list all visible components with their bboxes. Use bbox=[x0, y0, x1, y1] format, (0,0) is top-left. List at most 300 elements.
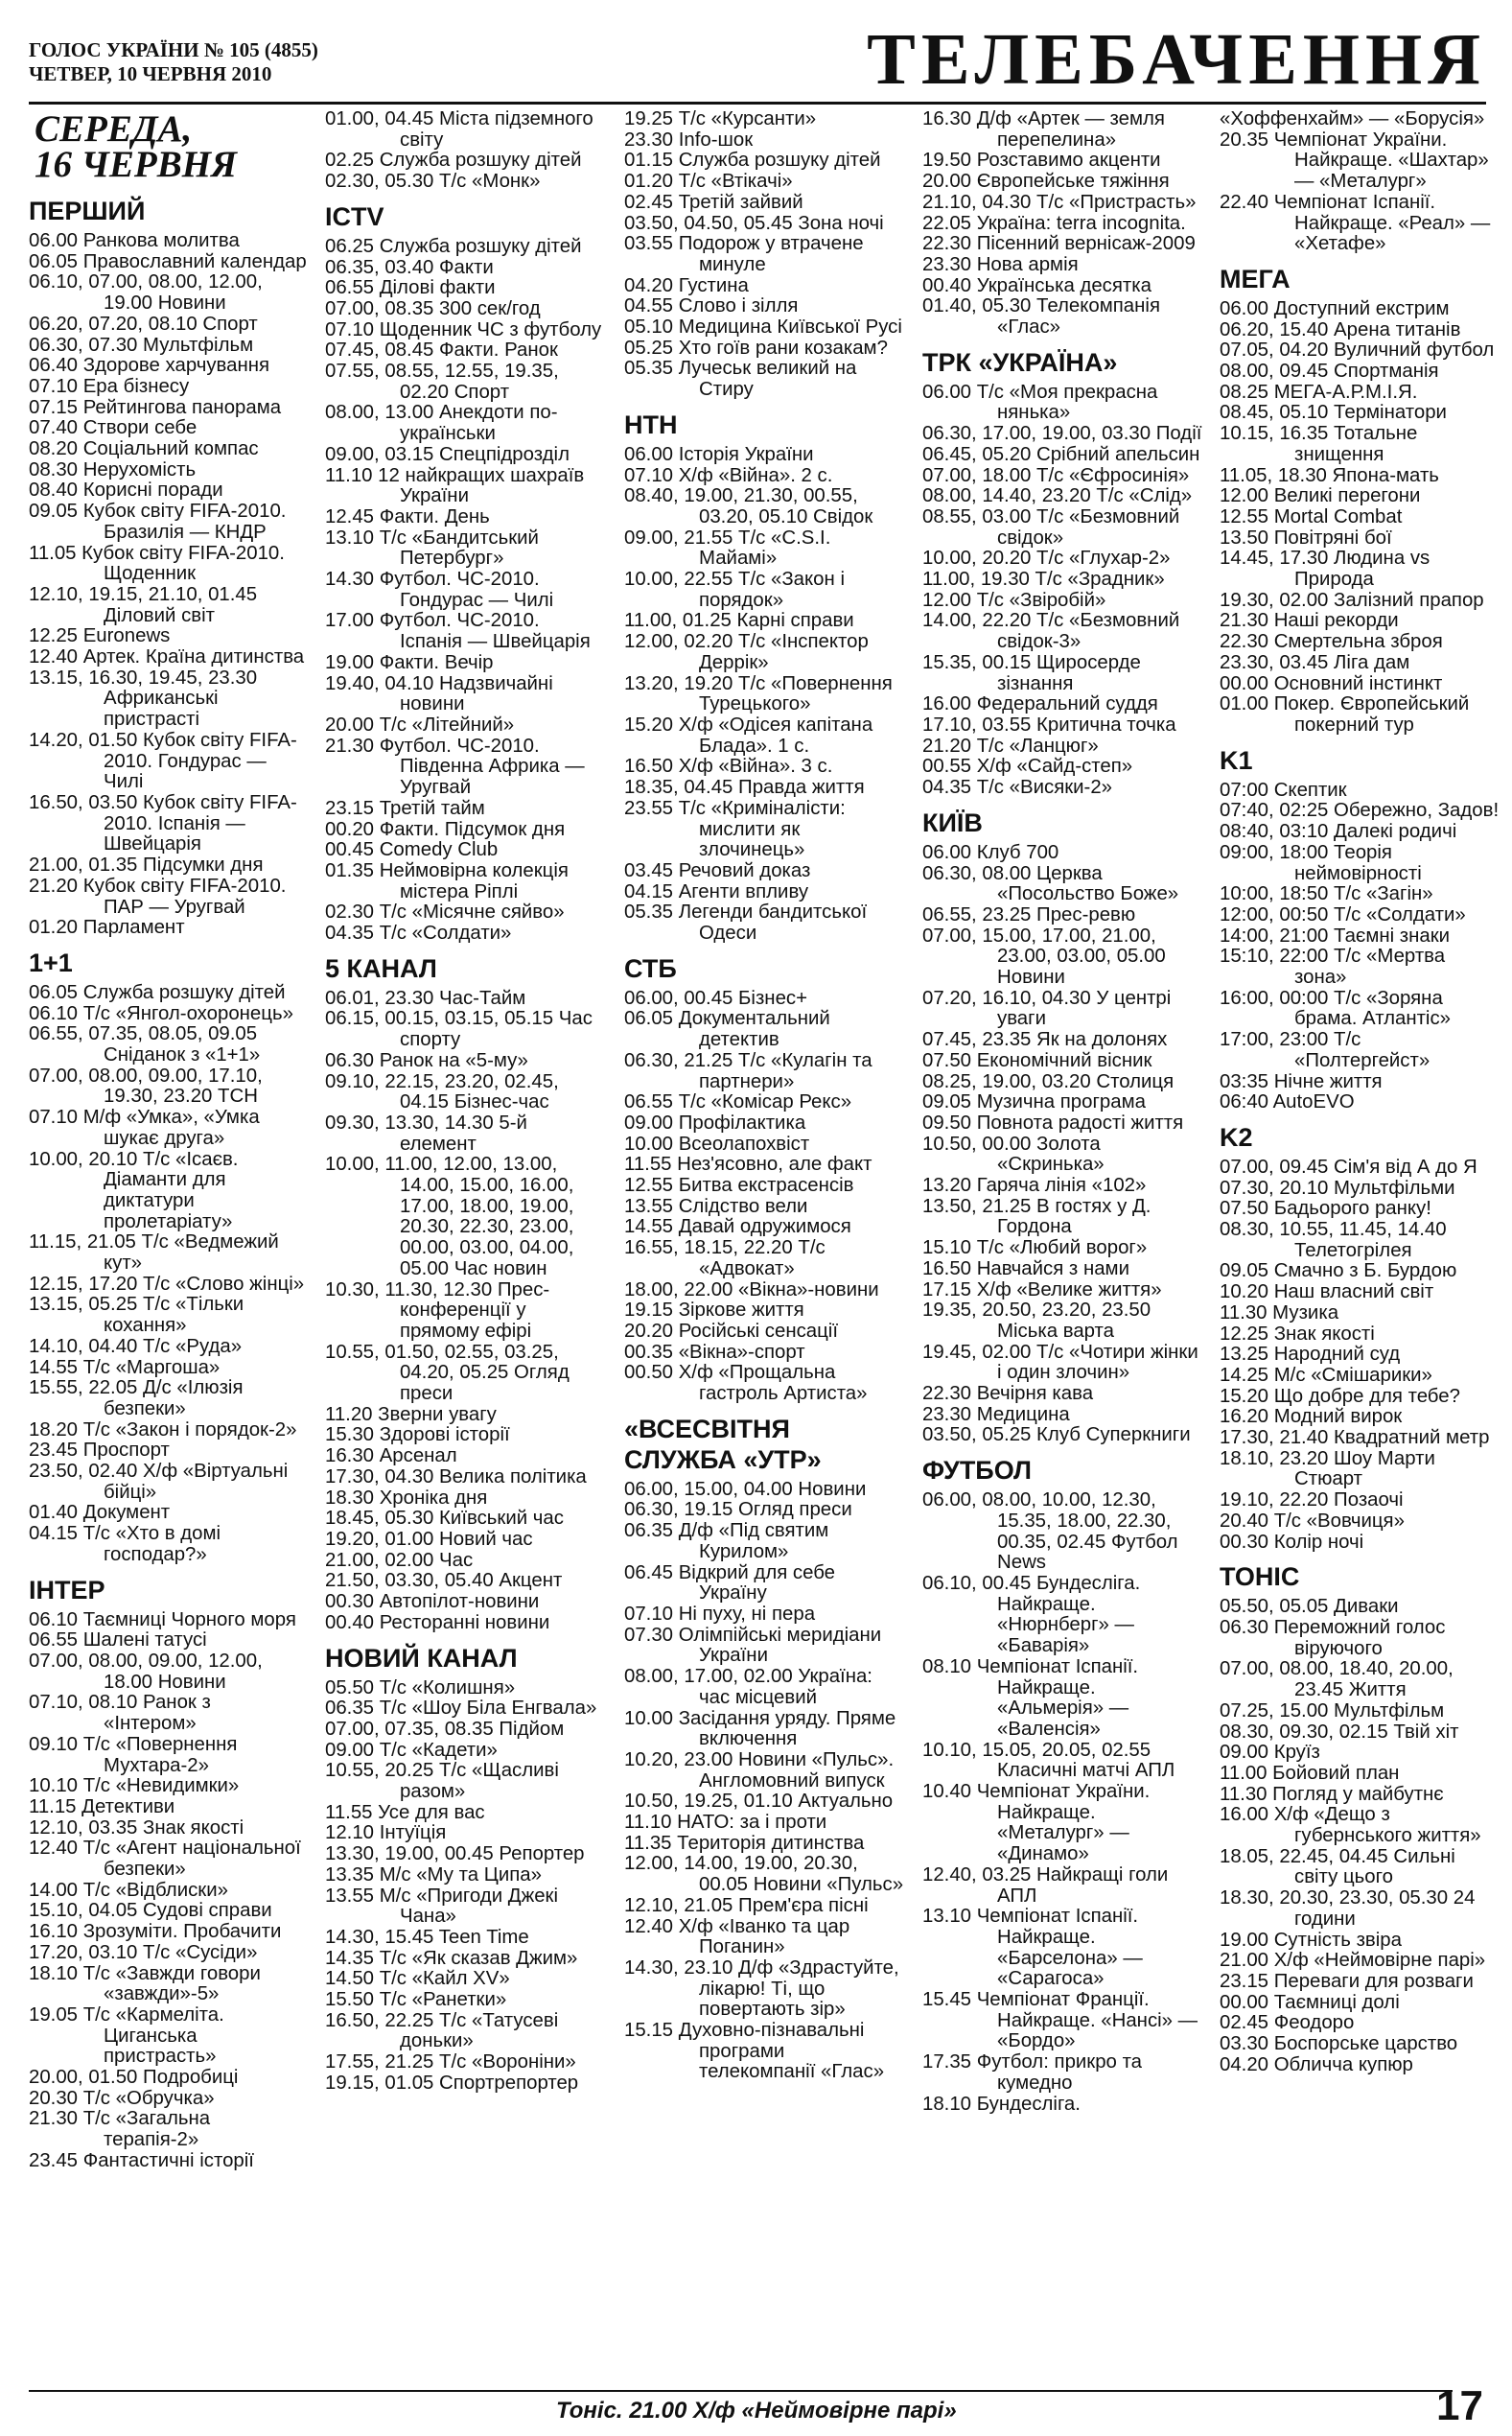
programme-entry: 06.30 Переможний голос віруючого bbox=[1220, 1618, 1446, 1659]
programme-entry: 16.00 Федеральний суддя bbox=[922, 694, 1158, 715]
programme-entry: 19.40, 04.10 Надзвичайні новини bbox=[325, 673, 553, 715]
programme-entry: 06.15, 00.15, 03.15, 05.15 Час спорту bbox=[325, 1009, 593, 1051]
programme-entry: 02.45 Третій зайвий bbox=[624, 192, 803, 213]
programme-entry: 16.20 Модний вирок bbox=[1220, 1407, 1403, 1428]
col-4-body bbox=[1220, 109, 1500, 2075]
channel-heading: НОВИЙ КАНАЛ bbox=[325, 1643, 518, 1673]
programme-entry: 17.00 Футбол. ЧС-2010. Іспанія — Швейцарія bbox=[325, 611, 591, 653]
programme-entry: 02.30, 05.30 Т/с «Монк» bbox=[325, 172, 541, 193]
column-4 bbox=[922, 109, 1202, 2115]
programme-entry: 01.00 Покер. Європейський покерний тур bbox=[1220, 694, 1470, 736]
programme-entry: 09.10 Т/с «Повернення Мухтара-2» bbox=[29, 1734, 238, 1776]
programme-entry: 17.10, 03.55 Критична точка bbox=[922, 714, 1176, 736]
programme-entry: 19.25 Т/с «Курсанти» bbox=[624, 109, 817, 129]
programme-entry: 10.15, 16.35 Тотальне знищення bbox=[1220, 424, 1418, 465]
programme-entry: 06.25 Служба розшуку дітей bbox=[325, 236, 582, 257]
programme-entry: 09.05 Музична програма bbox=[922, 1092, 1146, 1113]
programme-entry: 10.00, 22.55 Т/с «Закон і порядок» bbox=[624, 570, 845, 611]
day-heading bbox=[35, 108, 309, 185]
programme-entry: 11.15 Детективи bbox=[29, 1796, 175, 1817]
programme-entry: 12.10, 19.15, 21.10, 01.45 Діловий світ bbox=[29, 584, 258, 626]
programme-entry: 16.50, 22.25 Т/с «Татусеві доньки» bbox=[325, 2010, 559, 2052]
programme-entry: 17.15 Х/ф «Велике життя» bbox=[922, 1279, 1162, 1300]
programme-entry: 12.40 Артек. Країна дитинства bbox=[29, 647, 305, 668]
programme-entry: 16.30 Д/ф «Артек — земля перепелина» bbox=[922, 109, 1165, 151]
programme-entry: 07.10 М/ф «Умка», «Умка шукає друга» bbox=[29, 1108, 260, 1149]
programme-entry: 11.10 НАТО: за і проти bbox=[624, 1813, 827, 1834]
programme-entry: 13.20, 19.20 Т/с «Повернення Турецького» bbox=[624, 673, 893, 715]
programme-entry: 12.10, 21.05 Прем'єра пісні bbox=[624, 1895, 869, 1916]
programme-entry: 14:00, 21:00 Таємні знаки bbox=[1220, 925, 1451, 947]
programme-entry: 21.20 Т/с «Ланцюг» bbox=[922, 736, 1099, 757]
top-divider bbox=[29, 102, 1486, 105]
programme-entry: 08.30, 09.30, 02.15 Твій хіт bbox=[1220, 1722, 1459, 1743]
programme-entry: 11.30 Музика bbox=[1220, 1302, 1339, 1323]
programme-entry: 12.40, 03.25 Найкращі голи АПЛ bbox=[922, 1864, 1169, 1907]
programme-entry: 23.30 Нова армія bbox=[922, 254, 1079, 275]
footer-highlight: Тоніс. 21.00 Х/ф «Неймовірне парі» bbox=[556, 2398, 957, 2424]
programme-entry: 20.20 Російські сенсації bbox=[624, 1321, 838, 1342]
programme-entry: 14.20, 01.50 Кубок світу FIFA-2010. Гондурас — Чилі bbox=[29, 730, 297, 793]
programme-entry: 13.50 Повітряні бої bbox=[1220, 527, 1392, 549]
programme-entry: 12.00 Т/с «Звіробій» bbox=[922, 590, 1106, 611]
programme-entry: 20.00, 01.50 Подробиці bbox=[29, 2068, 239, 2089]
programme-entry: 05.35 Легенди бандитської Одеси bbox=[624, 902, 868, 945]
channel-heading: МЕГА bbox=[1220, 264, 1291, 293]
issue-info bbox=[29, 38, 318, 86]
programme-entry: 20.00 Європейське тяжіння bbox=[922, 172, 1170, 193]
programme-entry: 00.35 «Вікна»-спорт bbox=[624, 1342, 805, 1363]
programme-entry: 00.00 Таємниці долі bbox=[1220, 1992, 1400, 2013]
programme-entry: 10.20, 23.00 Новини «Пульс». Англомовний випуск bbox=[624, 1749, 895, 1792]
programme-entry: 10.10 Т/с «Невидимки» bbox=[29, 1776, 240, 1797]
channel-heading: 1+1 bbox=[29, 948, 73, 977]
programme-entry: 13.10 Чемпіонат Іспанії. Найкраще. «Барселона» — «Сарагоса» bbox=[922, 1907, 1143, 1990]
programme-entry: 00.30 Автопілот-новини bbox=[325, 1592, 540, 1613]
programme-entry: 16.50 Х/ф «Війна». 3 с. bbox=[624, 757, 833, 778]
programme-entry: 10.00, 20.10 Т/с «Ісаєв. Діаманти для диктатури пролетаріату» bbox=[29, 1149, 239, 1232]
programme-entry: 15.20 Х/ф «Одісея капітана Блада». 1 с. bbox=[624, 714, 873, 757]
programme-entry: 15.35, 00.15 Щиросерде зізнання bbox=[922, 652, 1141, 694]
programme-entry: 18.20 Т/с «Закон і порядок-2» bbox=[29, 1419, 297, 1441]
programme-entry: 08.55, 03.00 Т/с «Безмовний свідок» bbox=[922, 506, 1180, 549]
programme-entry: 09.00 Профілактика bbox=[624, 1113, 806, 1134]
programme-entry: 05.10 Медицина Київської Русі bbox=[624, 317, 902, 339]
programme-entry: 06.05 Православний календар bbox=[29, 251, 307, 272]
programme-entry: 06.35 Д/ф «Під святим Курилом» bbox=[624, 1521, 829, 1562]
column-1 bbox=[29, 109, 309, 2172]
programme-entry: 12.15, 17.20 Т/с «Слово жінці» bbox=[29, 1274, 305, 1295]
programme-entry: 19.30, 02.00 Залізний прапор bbox=[1220, 590, 1484, 611]
programme-entry: 10.00 Всеолапохвіст bbox=[624, 1134, 810, 1155]
programme-entry: 23.30 Медицина bbox=[922, 1404, 1070, 1425]
programme-entry: 23.15 Третій тайм bbox=[325, 798, 485, 819]
programme-entry: 06.30, 19.15 Огляд преси bbox=[624, 1500, 852, 1521]
programme-entry: 12.00 Великі перегони bbox=[1220, 486, 1421, 507]
programme-entry: 17.35 Футбол: прикро та кумедно bbox=[922, 2052, 1143, 2094]
programme-entry: 23.45 Фантастичні історії bbox=[29, 2150, 254, 2171]
programme-entry: 08.25, 19.00, 03.20 Столиця bbox=[922, 1071, 1175, 1092]
programme-entry: 03.30 Боспорське царство bbox=[1220, 2034, 1458, 2055]
programme-entry: 12.25 Euronews bbox=[29, 626, 171, 647]
programme-entry: 19.10, 22.20 Позаочі bbox=[1220, 1490, 1404, 1511]
programme-entry: 05.50, 05.05 Диваки bbox=[1220, 1597, 1399, 1618]
programme-entry: 00.45 Comedy Club bbox=[325, 840, 499, 861]
programme-entry: 14.55 Т/с «Маргоша» bbox=[29, 1357, 221, 1378]
programme-entry: 06.20, 07.20, 08.10 Спорт bbox=[29, 314, 258, 335]
programme-entry: 07.10, 08.10 Ранок з «Інтером» bbox=[29, 1693, 211, 1735]
programme-entry: 13.10 Т/с «Бандитський Петербург» bbox=[325, 527, 539, 570]
programme-entry: 18.10, 23.20 Шоу Марти Стюарт bbox=[1220, 1448, 1435, 1490]
programme-entry: 07.00, 08.00, 09.00, 17.10, 19.30, 23.20 ТСН bbox=[29, 1066, 263, 1108]
programme-entry: 01.00, 04.45 Міста підземного світу bbox=[325, 109, 593, 151]
programme-entry: 08.25 МЕГА-А.Р.М.І.Я. bbox=[1220, 382, 1418, 403]
programme-entry: 15:10, 22:00 Т/с «Мертва зона» bbox=[1220, 947, 1446, 989]
programme-entry: 06.35 Т/с «Шоу Біла Енгвала» bbox=[325, 1698, 597, 1720]
programme-entry: 04.20 Обличча купюр bbox=[1220, 2054, 1413, 2075]
programme-entry: 06.10, 00.45 Бундесліга. Найкраще. «Нюрнберг» — «Баварія» bbox=[922, 1574, 1141, 1657]
programme-entry: 03.55 Подорож у втрачене минуле bbox=[624, 234, 864, 275]
programme-entry: 10.20 Наш власний світ bbox=[1220, 1282, 1434, 1303]
programme-entry: 08.00, 17.00, 02.00 Україна: час місцевий bbox=[624, 1667, 872, 1708]
programme-entry: 21.00, 02.00 Час bbox=[325, 1550, 474, 1571]
programme-entry: 15.20 Що добре для тебе? bbox=[1220, 1386, 1460, 1407]
programme-entry: 23.30, 03.45 Ліга дам bbox=[1220, 652, 1410, 673]
column-2 bbox=[325, 109, 605, 2095]
programme-entry: 19.00 Сутність звіра bbox=[1220, 1930, 1402, 1951]
programme-entry: 07.00, 07.35, 08.35 Підйом bbox=[325, 1719, 565, 1740]
programme-entry: 16.00 Х/ф «Дещо з губернського життя» bbox=[1220, 1805, 1481, 1847]
programme-entry: 10.00, 11.00, 12.00, 13.00, 14.00, 15.00, 16.00, 17.00, 18.00, 19.00, 20.30, 22.30, 23.00, 00.00, 03.00, 04.00, 05.00 Час новин bbox=[325, 1155, 574, 1279]
programme-entry: 23.15 Переваги для розваги bbox=[1220, 1971, 1474, 1992]
programme-entry: 06.35, 03.40 Факти bbox=[325, 257, 494, 278]
day-heading-line1: СЕРЕДА, bbox=[35, 108, 193, 150]
programme-entry: 09.00, 03.15 Спецпідрозділ bbox=[325, 444, 570, 465]
programme-entry: 14.30 Футбол. ЧС-2010. Гондурас — Чилі bbox=[325, 570, 554, 611]
programme-entry: 19.20, 01.00 Новий час bbox=[325, 1530, 533, 1550]
programme-entry: 11.00, 01.25 Карні справи bbox=[624, 611, 854, 632]
programme-entry: 00.30 Колір ночі bbox=[1220, 1532, 1364, 1553]
programme-entry: 06.05 Документальний детектив bbox=[624, 1009, 830, 1051]
programme-entry: 18.30 Хроніка дня bbox=[325, 1487, 488, 1509]
programme-entry: 15.15 Духовно-пізнавальні програми телекомпанії «Глас» bbox=[624, 2021, 885, 2083]
programme-entry: 13.20 Гаряча лінія «102» bbox=[922, 1176, 1147, 1197]
programme-entry: 04.35 Т/с «Висяки-2» bbox=[922, 778, 1113, 799]
programme-entry: 11.30 Погляд у майбутнє bbox=[1220, 1784, 1444, 1805]
programme-entry: 08.00, 14.40, 23.20 Т/с «Слід» bbox=[922, 486, 1193, 507]
programme-entry: 10.30, 11.30, 12.30 Прес-конференції у прямому ефірі bbox=[325, 1279, 550, 1342]
programme-entry: 06.10 Т/с «Янгол-охоронець» bbox=[29, 1003, 293, 1024]
programme-entry: 20.30 Т/с «Обручка» bbox=[29, 2088, 215, 2109]
programme-entry: 11.35 Територія дитинства bbox=[624, 1833, 865, 1854]
programme-entry: 03.50, 04.50, 05.45 Зона ночі bbox=[624, 213, 884, 234]
programme-entry: 09.05 Смачно з Б. Бурдою bbox=[1220, 1261, 1457, 1282]
programme-entry: 04.35 Т/с «Солдати» bbox=[325, 924, 512, 945]
programme-entry: 13.50, 21.25 В гостях у Д. Гордона bbox=[922, 1196, 1151, 1238]
programme-entry: 16.55, 18.15, 22.20 Т/с «Адвокат» bbox=[624, 1238, 826, 1279]
programme-entry: 14.45, 17.30 Людина vs Природа bbox=[1220, 549, 1431, 591]
programme-entry: 13.35 М/с «Му та Ципа» bbox=[325, 1864, 542, 1886]
programme-entry: 17.30, 21.40 Квадратний метр bbox=[1220, 1428, 1490, 1449]
programme-entry: 08.00, 09.45 Спортманія bbox=[1220, 362, 1439, 383]
day-heading-line2: 16 ЧЕРВНЯ bbox=[35, 144, 237, 185]
programme-entry: 08.10 Чемпіонат Іспанії. Найкраще. «Альмерія» — «Валенсія» bbox=[922, 1656, 1139, 1740]
programme-entry: 07:40, 02:25 Обережно, Задов! bbox=[1220, 801, 1500, 822]
programme-entry: 09.00 Круїз bbox=[1220, 1743, 1320, 1764]
programme-entry: 07.30, 20.10 Мультфільми bbox=[1220, 1178, 1455, 1199]
programme-entry: 06.45, 05.20 Срібний апельсин bbox=[922, 444, 1200, 465]
programme-entry: 22.30 Пісенний вернісаж-2009 bbox=[922, 234, 1196, 255]
programme-entry: 18.10 Бундесліга. bbox=[922, 2094, 1081, 2115]
programme-entry: 18.00, 22.00 «Вікна»-новини bbox=[624, 1279, 879, 1300]
programme-entry: 14.10, 04.40 Т/с «Руда» bbox=[29, 1336, 243, 1357]
programme-entry: 06.00 Доступний екстрим bbox=[1220, 298, 1450, 319]
programme-entry: 07.40 Створи себе bbox=[29, 418, 198, 439]
programme-entry: 11.15, 21.05 Т/с «Ведмежий кут» bbox=[29, 1232, 279, 1275]
programme-entry: 05.25 Хто гоїв рани козакам? bbox=[624, 338, 888, 359]
programme-entry: 21.50, 03.30, 05.40 Акцент bbox=[325, 1571, 563, 1592]
channel-heading: 5 КАНАЛ bbox=[325, 953, 437, 983]
channel-heading: ФУТБОЛ bbox=[922, 1456, 1032, 1486]
programme-entry: 21.20 Кубок світу FIFA-2010. ПАР — Уругвай bbox=[29, 876, 287, 918]
programme-entry: 13.25 Народний суд bbox=[1220, 1345, 1401, 1366]
channel-heading: K2 bbox=[1220, 1122, 1253, 1152]
programme-entry: 00.55 Х/ф «Сайд-степ» bbox=[922, 757, 1133, 778]
programme-entry: 19.50 Розставимо акценти bbox=[922, 151, 1161, 172]
programme-entry: 19.15, 01.05 Спортрепортер bbox=[325, 2073, 579, 2094]
masthead bbox=[29, 19, 1486, 104]
programme-entry: 14.30, 15.45 Teen Time bbox=[325, 1927, 529, 1948]
programme-entry: 07.50 Економічний вісник bbox=[922, 1050, 1152, 1071]
programme-entry: 16:00, 00:00 Т/с «Зоряна брама. Атлантіс» bbox=[1220, 988, 1451, 1030]
programme-entry: 13.55 М/с «Пригоди Джекі Чана» bbox=[325, 1886, 559, 1928]
programme-entry: 21.00 Х/ф «Неймовірне парі» bbox=[1220, 1951, 1486, 1972]
programme-entry: 07:00 Скептик bbox=[1220, 780, 1347, 801]
programme-entry: 16.10 Зрозуміти. Пробачити bbox=[29, 1922, 282, 1943]
programme-entry: 23.50, 02.40 Х/ф «Віртуальні бійці» bbox=[29, 1462, 289, 1503]
programme-entry: 08.40, 19.00, 21.30, 00.55, 03.20, 05.10 Свідок bbox=[624, 486, 873, 527]
programme-entry: 10:00, 18:50 Т/с «Загін» bbox=[1220, 884, 1433, 905]
programme-entry: 06.00, 00.45 Бізнес+ bbox=[624, 988, 808, 1009]
programme-entry: 06:40 AutoEVO bbox=[1220, 1092, 1355, 1113]
programme-entry: 12.10 Інтуїція bbox=[325, 1823, 447, 1844]
programme-entry: 23.30 Info-шок bbox=[624, 129, 754, 151]
programme-entry: 15.30 Здорові історії bbox=[325, 1425, 510, 1446]
programme-entry: 07.10 Х/ф «Війна». 2 с. bbox=[624, 465, 833, 486]
programme-entry: 08:40, 03:10 Далекі родичі bbox=[1220, 822, 1457, 843]
col-3-body bbox=[922, 109, 1202, 2115]
programme-entry: 02.45 Феодоро bbox=[1220, 2013, 1355, 2034]
programme-entry: 17.30, 04.30 Велика політика bbox=[325, 1466, 587, 1487]
programme-entry: 09.00 Т/с «Кадети» bbox=[325, 1740, 498, 1761]
channel-heading: СТБ bbox=[624, 953, 677, 983]
programme-entry: 06.00, 08.00, 10.00, 12.30, 15.35, 18.00, 22.30, 00.35, 02.45 Футбол News bbox=[922, 1490, 1178, 1574]
programme-entry: 10.55, 01.50, 02.55, 03.25, 04.20, 05.25 Огляд преси bbox=[325, 1342, 570, 1405]
section-title: ТЕЛЕБАЧЕННЯ bbox=[867, 19, 1486, 100]
programme-entry: 06.00 Т/с «Моя прекрасна нянька» bbox=[922, 382, 1158, 424]
programme-entry: 10.55, 20.25 Т/с «Щасливі разом» bbox=[325, 1761, 559, 1803]
programme-entry: 15.50 Т/с «Ранетки» bbox=[325, 1990, 507, 2011]
programme-entry: 14.50 Т/с «Кайл XV» bbox=[325, 1969, 510, 1990]
programme-entry: 10.00 Засідання уряду. Пряме включення bbox=[624, 1708, 896, 1750]
programme-entry: 13.15, 16.30, 19.45, 23.30 Африканські пристрасті bbox=[29, 668, 258, 731]
programme-entry: 10.50, 19.25, 01.10 Актуально bbox=[624, 1792, 894, 1813]
programme-entry: 01.20 Парламент bbox=[29, 918, 185, 939]
programme-entry: 14.25 М/с «Смішарики» bbox=[1220, 1365, 1432, 1386]
programme-entry: 22.30 Смертельна зброя bbox=[1220, 632, 1443, 653]
programme-entry: 04.15 Т/с «Хто в домі господар?» bbox=[29, 1524, 221, 1565]
programme-entry: 06.55 Ділові факти bbox=[325, 278, 496, 299]
programme-entry: 06.10 Таємниці Чорного моря bbox=[29, 1609, 296, 1630]
programme-entry: 19.05 Т/с «Кармеліта. Циганська пристрасть» bbox=[29, 2004, 224, 2068]
channel-heading: ПЕРШИЙ bbox=[29, 197, 146, 225]
programme-entry: 23.55 Т/с «Криміналісти: мислити як злочинець» bbox=[624, 798, 846, 861]
programme-entry: 15.55, 22.05 Д/с «Ілюзія безпеки» bbox=[29, 1378, 244, 1419]
programme-entry: 10.40 Чемпіонат України. Найкраще. «Металург» — «Динамо» bbox=[922, 1782, 1151, 1865]
programme-entry: 10.10, 15.05, 20.05, 02.55 Класичні матчі АПЛ bbox=[922, 1740, 1175, 1782]
programme-entry: 18.05, 22.45, 04.45 Сильні світу цього bbox=[1220, 1846, 1455, 1888]
programme-entry: 06.55 Т/с «Комісар Рекс» bbox=[624, 1092, 852, 1113]
programme-entry: 12.00, 14.00, 19.00, 20.30, 00.05 Новини «Пульс» bbox=[624, 1854, 904, 1896]
programme-entry: 02.25 Служба розшуку дітей bbox=[325, 151, 582, 172]
programme-entry: 16.50, 03.50 Кубок світу FIFA-2010. Іспанія — Швейцарія bbox=[29, 792, 297, 855]
programme-entry: 12.45 Факти. День bbox=[325, 506, 490, 527]
programme-entry: 12.25 Знак якості bbox=[1220, 1323, 1375, 1345]
programme-entry: 11.05 Кубок світу FIFA-2010. Щоденник bbox=[29, 543, 285, 585]
programme-entry: 11.20 Зверни увагу bbox=[325, 1404, 497, 1425]
column-3 bbox=[624, 109, 904, 2083]
programme-entry: 00.00 Основний інстинкт bbox=[1220, 673, 1443, 694]
programme-entry: 11.55 Усе для вас bbox=[325, 1802, 485, 1823]
programme-entry: 12.55 Битва екстрасенсів bbox=[624, 1176, 854, 1197]
programme-entry: 14.35 Т/с «Як сказав Джим» bbox=[325, 1948, 578, 1969]
programme-entry: 23.45 Проспорт bbox=[29, 1441, 170, 1462]
programme-entry: 07.30 Олімпійські меридіани України bbox=[624, 1625, 882, 1667]
programme-entry: 18.45, 05.30 Київський час bbox=[325, 1509, 564, 1530]
programme-entry: 22.40 Чемпіонат Іспанії. Найкраще. «Реал» — «Хетафе» bbox=[1220, 192, 1491, 255]
programme-entry: 18.35, 04.45 Правда життя bbox=[624, 778, 865, 799]
programme-entry: 06.10, 07.00, 08.00, 12.00, 19.00 Новини bbox=[29, 272, 263, 315]
programme-entry: 15.10 Т/с «Любий ворог» bbox=[922, 1238, 1148, 1259]
programme-entry: 07.00, 15.00, 17.00, 21.00, 23.00, 03.00, 05.00 Новини bbox=[922, 925, 1166, 989]
programme-entry: 09:00, 18:00 Теорія неймовірності bbox=[1220, 842, 1422, 884]
programme-entry: 05.50 Т/с «Колишня» bbox=[325, 1677, 516, 1698]
programme-entry: 06.30, 17.00, 19.00, 03.30 Події bbox=[922, 424, 1202, 445]
programme-entry: 07.05, 04.20 Вуличний футбол bbox=[1220, 340, 1495, 362]
programme-entry: 07.00, 08.00, 09.00, 12.00, 18.00 Новини bbox=[29, 1651, 263, 1693]
programme-entry: 20.40 Т/с «Вовчиця» bbox=[1220, 1511, 1405, 1532]
programme-entry: 09.30, 13.30, 14.30 5-й елемент bbox=[325, 1113, 527, 1155]
programme-entry: 07.45, 08.45 Факти. Ранок bbox=[325, 340, 558, 362]
programme-entry: 14.00, 22.20 Т/с «Безмовний свідок-3» bbox=[922, 611, 1180, 653]
programme-entry: 05.35 Лучеськ великий на Стиру bbox=[624, 359, 857, 401]
programme-entry: 07.00, 08.00, 18.40, 20.00, 23.45 Життя bbox=[1220, 1659, 1454, 1701]
programme-entry: 13.30, 19.00, 00.45 Репортер bbox=[325, 1844, 585, 1865]
programme-entry: 18.30, 20.30, 23.30, 05.30 24 години bbox=[1220, 1888, 1476, 1930]
programme-entry: 19.15 Зіркове життя bbox=[624, 1300, 804, 1322]
programme-entry: 07.45, 23.35 Як на долонях bbox=[922, 1030, 1168, 1051]
programme-entry: 06.55 Шалені татусі bbox=[29, 1630, 207, 1651]
programme-entry: 07.00, 09.45 Сім'я від А до Я bbox=[1220, 1157, 1477, 1178]
programme-entry: 17.20, 03.10 Т/с «Сусіди» bbox=[29, 1942, 258, 1963]
programme-entry: 07.20, 16.10, 04.30 У центрі уваги bbox=[922, 988, 1172, 1030]
programme-entry: 14.00 Т/с «Відблиски» bbox=[29, 1880, 228, 1901]
programme-entry: 12:00, 00:50 Т/с «Солдати» bbox=[1220, 904, 1466, 925]
programme-entry: 12.40 Т/с «Агент національної безпеки» bbox=[29, 1839, 301, 1881]
col-1-body bbox=[325, 109, 605, 2095]
programme-entry: 11.00, 19.30 Т/с «Зрадник» bbox=[922, 570, 1165, 591]
programme-entry: 06.00 Клуб 700 bbox=[922, 842, 1059, 863]
programme-entry: 14.30, 23.10 Д/ф «Здрастуйте, лікарю! Ті, що повертають зір» bbox=[624, 1957, 899, 2021]
programme-entry: 09.50 Повнота радості життя bbox=[922, 1113, 1184, 1134]
programme-entry: 07.15 Рейтингова панорама bbox=[29, 397, 282, 418]
programme-entry: 00.40 Ресторанні новини bbox=[325, 1612, 550, 1633]
programme-entry: 17.55, 21.25 Т/с «Вороніни» bbox=[325, 2052, 576, 2073]
programme-entry: 06.00, 15.00, 04.00 Новини bbox=[624, 1479, 867, 1500]
programme-entry: 20.00 Т/с «Літейний» bbox=[325, 714, 515, 736]
programme-entry: 06.30, 07.30 Мультфільм bbox=[29, 335, 254, 356]
programme-entry: 19.00 Факти. Вечір bbox=[325, 652, 494, 673]
programme-entry: 07.50 Бадьорого ранку! bbox=[1220, 1199, 1431, 1220]
programme-entry: 13.15, 05.25 Т/с «Тільки кохання» bbox=[29, 1295, 244, 1337]
channel-heading: ТРК «УКРАЇНА» bbox=[922, 347, 1118, 377]
programme-entry: 08.00, 13.00 Анекдоти по-українськи bbox=[325, 403, 558, 445]
programme-entry: 09.10, 22.15, 23.20, 02.45, 04.15 Бізнес-час bbox=[325, 1071, 559, 1113]
programme-entry: 07.00, 08.35 300 сек/год bbox=[325, 298, 541, 319]
bottom-divider bbox=[29, 2390, 1453, 2392]
programme-entry: 06.45 Відкрий для себе Україну bbox=[624, 1562, 836, 1604]
programme-entry: 10.50, 00.00 Золота «Скринька» bbox=[922, 1134, 1105, 1176]
programme-entry: 03.45 Речовий доказ bbox=[624, 860, 811, 881]
programme-entry: 04.20 Густина bbox=[624, 275, 749, 296]
programme-entry: 06.30, 21.25 Т/с «Кулагін та партнери» bbox=[624, 1050, 872, 1092]
programme-entry: 07.55, 08.55, 12.55, 19.35, 02.20 Спорт bbox=[325, 362, 559, 403]
programme-entry: 06.00 Ранкова молитва bbox=[29, 231, 240, 251]
programme-entry: 11.05, 18.30 Япона-мать bbox=[1220, 465, 1439, 486]
programme-entry: 07.10 Ера бізнесу bbox=[29, 376, 190, 397]
programme-entry: 06.40 Здорове харчування bbox=[29, 356, 270, 377]
programme-entry: 01.40 Документ bbox=[29, 1503, 171, 1524]
programme-entry: 15.10, 04.05 Судові справи bbox=[29, 1901, 272, 1922]
programme-entry: 01.40, 05.30 Телекомпанія «Глас» bbox=[922, 296, 1160, 339]
channel-heading: НТН bbox=[624, 410, 678, 439]
channel-heading: ICTV bbox=[325, 201, 384, 231]
programme-entry: 08.30 Нерухомість bbox=[29, 459, 197, 480]
programme-entry: 12.55 Mortal Combat bbox=[1220, 506, 1403, 527]
programme-entry: 01.20 Т/с «Втікачі» bbox=[624, 172, 793, 193]
programme-entry: 22.05 Україна: terra incognita. bbox=[922, 213, 1186, 234]
programme-entry: 08.45, 05.10 Термінатори bbox=[1220, 403, 1447, 424]
programme-entry: 00.40 Українська десятка bbox=[922, 275, 1151, 296]
programme-entry: 12.40 Х/ф «Іванко та цар Поганин» bbox=[624, 1916, 850, 1958]
date-line: ЧЕТВЕР, 10 ЧЕРВНЯ 2010 bbox=[29, 62, 272, 85]
programme-entry: 07.25, 15.00 Мультфільм bbox=[1220, 1700, 1445, 1722]
programme-entry: 13.55 Слідство вели bbox=[624, 1196, 808, 1217]
channel-heading: ІНТЕР bbox=[29, 1575, 105, 1604]
programme-entry: 15.45 Чемпіонат Франції. Найкраще. «Нансі» — «Бордо» bbox=[922, 1990, 1198, 2052]
programme-entry: «Хоффенхайм» — «Борусія» bbox=[1220, 109, 1485, 129]
col-0-body bbox=[29, 196, 309, 2172]
programme-entry: 07.10 Щоденник ЧС з футболу bbox=[325, 319, 602, 340]
column-5 bbox=[1220, 109, 1500, 2075]
programme-entry: 07.10 Ні пуху, ні пера bbox=[624, 1604, 816, 1625]
programme-entry: 20.35 Чемпіонат України. Найкраще. «Шахтар» — «Металург» bbox=[1220, 129, 1489, 193]
programme-entry: 00.50 Х/ф «Прощальна гастроль Артиста» bbox=[624, 1363, 868, 1405]
programme-entry: 06.20, 15.40 Арена титанів bbox=[1220, 319, 1461, 340]
channel-heading: «ВСЕСВІТНЯ СЛУЖБА «УТР» bbox=[624, 1414, 822, 1474]
programme-entry: 04.55 Слово і зілля bbox=[624, 296, 799, 317]
programme-entry: 19.35, 20.50, 23.20, 23.50 Міська варта bbox=[922, 1300, 1151, 1342]
